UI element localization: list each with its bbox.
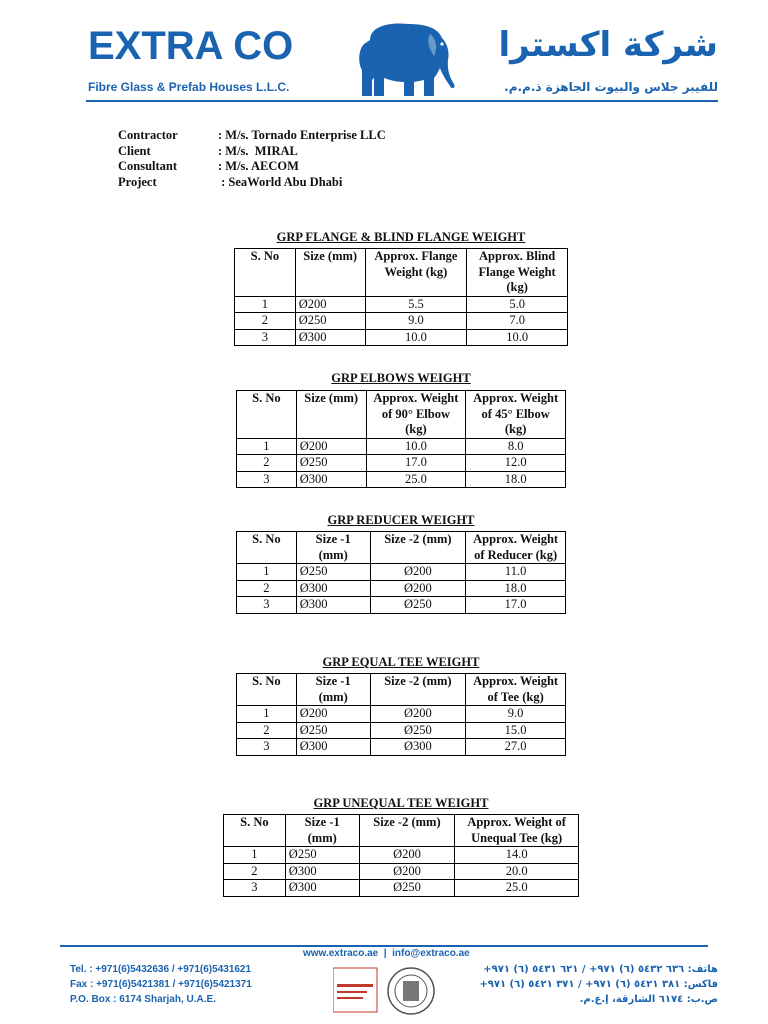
column-header: Size -1 (mm): [296, 674, 370, 706]
table-cell: 5.0: [467, 296, 568, 313]
table-cell: 8.0: [466, 438, 566, 455]
column-header: Approx. Weight of Tee (kg): [466, 674, 566, 706]
table-cell: 1: [237, 438, 297, 455]
table-row: [237, 564, 566, 581]
table-row: [237, 722, 566, 739]
table-header-row: [237, 532, 566, 564]
table-row: [237, 739, 566, 756]
table-row: [224, 847, 579, 864]
footer-divider: [60, 945, 708, 947]
info-value: : M/s. Tornado Enterprise LLC: [218, 128, 386, 142]
table-cell: Ø200: [295, 296, 365, 313]
table-cell: 27.0: [466, 739, 566, 756]
company-subtitle-ar: للفيبر جلاس والبيوت الجاهزة ذ.م.م.: [504, 80, 718, 94]
info-row-consultant: [118, 159, 386, 175]
column-header: Size -1 (mm): [296, 532, 370, 564]
table-title-elbows: GRP ELBOWS WEIGHT: [331, 371, 471, 385]
table-cell: Ø300: [296, 580, 370, 597]
table-cell: 1: [224, 847, 286, 864]
company-subtitle-en: Fibre Glass & Prefab Houses L.L.C.: [88, 80, 290, 94]
email-link[interactable]: info@extraco.ae: [392, 948, 470, 959]
table-cell: Ø300: [285, 880, 359, 897]
table-cell: 12.0: [466, 455, 566, 472]
info-row-client: [118, 144, 386, 160]
column-header: S. No: [235, 249, 296, 297]
table-cell: 5.5: [365, 296, 467, 313]
info-label: Consultant: [118, 159, 178, 173]
table-title-unequal-tee: GRP UNEQUAL TEE WEIGHT: [313, 796, 489, 810]
footer-fax-ar: فاكس: ٣٨١ ٥٤٢١ (٦) ٩٧١+ / ٣٧١ ٥٤٢١ (٦) ٩٧١+: [479, 979, 718, 990]
project-info: [118, 128, 386, 190]
table-cell: 2: [237, 580, 297, 597]
footer-address-ar: [479, 962, 718, 1007]
table-cell: 10.0: [366, 438, 466, 455]
table-cell: Ø200: [370, 706, 466, 723]
table-cell: Ø250: [296, 722, 370, 739]
column-header: S. No: [224, 815, 286, 847]
table-cell: 9.0: [466, 706, 566, 723]
table-header-row: [235, 249, 568, 297]
column-header: S. No: [237, 532, 297, 564]
table-cell: 1: [235, 296, 296, 313]
table-cell: 14.0: [455, 847, 579, 864]
footer-pobox: P.O. Box : 6174 Sharjah, U.A.E.: [70, 994, 216, 1005]
column-header: Size -2 (mm): [359, 815, 455, 847]
table-cell: Ø300: [370, 739, 466, 756]
table-cell: 3: [235, 329, 296, 346]
table-cell: 2: [235, 313, 296, 330]
table-row: [224, 863, 579, 880]
table-cell: 3: [237, 471, 297, 488]
footer-tel-ar: هاتف: ٦٣٦ ٥٤٣٢ (٦) ٩٧١+ / ٦٢١ ٥٤٣١ (٦) ٩٧١+: [483, 964, 718, 975]
table-cell: 3: [237, 597, 297, 614]
table-cell: Ø250: [370, 722, 466, 739]
table-cell: 15.0: [466, 722, 566, 739]
info-value: : M/s. MIRAL: [218, 143, 298, 158]
table-cell: Ø200: [370, 564, 466, 581]
table-cell: Ø250: [296, 564, 370, 581]
info-label: Contractor: [118, 128, 178, 142]
table-cell: 10.0: [467, 329, 568, 346]
table-header-row: [224, 815, 579, 847]
table-cell: 1: [237, 564, 297, 581]
info-row-contractor: [118, 128, 386, 144]
info-value: : SeaWorld Abu Dhabi: [218, 174, 343, 189]
table-cell: Ø200: [359, 863, 455, 880]
table-cell: Ø250: [296, 455, 366, 472]
column-header: Approx. Weight of Reducer (kg): [466, 532, 566, 564]
footer-address-en: [70, 962, 252, 1007]
table-cell: 1: [237, 706, 297, 723]
table-cell: Ø250: [370, 597, 466, 614]
flange-weight-table: [234, 248, 568, 346]
column-header: S. No: [237, 391, 297, 439]
info-label: Client: [118, 143, 151, 158]
footer-contact-line: www.extraco.ae | info@extraco.ae: [303, 948, 470, 959]
table-row: [237, 471, 566, 488]
table-cell: Ø300: [296, 597, 370, 614]
certification-seal-icon: [333, 964, 437, 1018]
header-divider: [86, 100, 718, 102]
table-row: [237, 438, 566, 455]
table-cell: 3: [237, 739, 297, 756]
table-cell: 17.0: [366, 455, 466, 472]
table-row: [235, 329, 568, 346]
column-header: Size -2 (mm): [370, 674, 466, 706]
elbows-weight-table: [236, 390, 566, 488]
table-row: [235, 313, 568, 330]
info-value: : M/s. AECOM: [218, 159, 299, 173]
table-cell: 25.0: [366, 471, 466, 488]
column-header: Approx. Weight of 90° Elbow (kg): [366, 391, 466, 439]
info-row-project: [118, 175, 386, 191]
column-header: Approx. Blind Flange Weight (kg): [467, 249, 568, 297]
table-title-flange: GRP FLANGE & BLIND FLANGE WEIGHT: [276, 230, 526, 244]
table-cell: Ø250: [285, 847, 359, 864]
table-cell: Ø300: [296, 471, 366, 488]
table-row: [235, 296, 568, 313]
table-cell: 18.0: [466, 471, 566, 488]
table-row: [237, 706, 566, 723]
table-header-row: [237, 674, 566, 706]
table-cell: Ø200: [296, 706, 370, 723]
table-cell: Ø300: [295, 329, 365, 346]
column-header: Size (mm): [296, 391, 366, 439]
footer-tel: Tel. : +971(6)5432636 / +971(6)5431621: [70, 964, 252, 975]
table-cell: 11.0: [466, 564, 566, 581]
unequal-tee-weight-table: [223, 814, 579, 897]
table-cell: 2: [224, 863, 286, 880]
table-cell: 2: [237, 722, 297, 739]
table-cell: 25.0: [455, 880, 579, 897]
table-header-row: [237, 391, 566, 439]
column-header: Approx. Flange Weight (kg): [365, 249, 467, 297]
table-cell: 17.0: [466, 597, 566, 614]
table-cell: 3: [224, 880, 286, 897]
table-cell: Ø200: [370, 580, 466, 597]
table-cell: Ø300: [285, 863, 359, 880]
elephant-icon: [350, 20, 460, 98]
table-cell: Ø200: [359, 847, 455, 864]
table-cell: 10.0: [365, 329, 467, 346]
table-row: [237, 455, 566, 472]
table-cell: Ø200: [296, 438, 366, 455]
footer-fax: Fax : +971(6)5421381 / +971(6)5421371: [70, 979, 252, 990]
table-cell: 2: [237, 455, 297, 472]
table-cell: 7.0: [467, 313, 568, 330]
table-row: [237, 597, 566, 614]
column-header: Approx. Weight of Unequal Tee (kg): [455, 815, 579, 847]
column-header: Size (mm): [295, 249, 365, 297]
table-row: [237, 580, 566, 597]
info-label: Project: [118, 174, 157, 189]
column-header: Size -2 (mm): [370, 532, 466, 564]
column-header: Approx. Weight of 45° Elbow (kg): [466, 391, 566, 439]
company-name-en: EXTRA CO: [88, 24, 294, 68]
table-cell: 20.0: [455, 863, 579, 880]
table-cell: Ø250: [359, 880, 455, 897]
company-name-ar: شركة اكسترا: [498, 25, 718, 65]
column-header: S. No: [237, 674, 297, 706]
table-cell: 9.0: [365, 313, 467, 330]
table-title-reducer: GRP REDUCER WEIGHT: [327, 513, 475, 527]
table-cell: Ø300: [296, 739, 370, 756]
column-header: Size -1 (mm): [285, 815, 359, 847]
table-cell: Ø250: [295, 313, 365, 330]
website-link[interactable]: www.extraco.ae: [303, 948, 379, 959]
footer-pobox-ar: ص.ب: ٦١٧٤ الشارقة، إ.ع.م.: [579, 994, 718, 1005]
table-row: [224, 880, 579, 897]
reducer-weight-table: [236, 531, 566, 614]
table-cell: 18.0: [466, 580, 566, 597]
table-title-equal-tee: GRP EQUAL TEE WEIGHT: [322, 655, 480, 669]
equal-tee-weight-table: [236, 673, 566, 756]
